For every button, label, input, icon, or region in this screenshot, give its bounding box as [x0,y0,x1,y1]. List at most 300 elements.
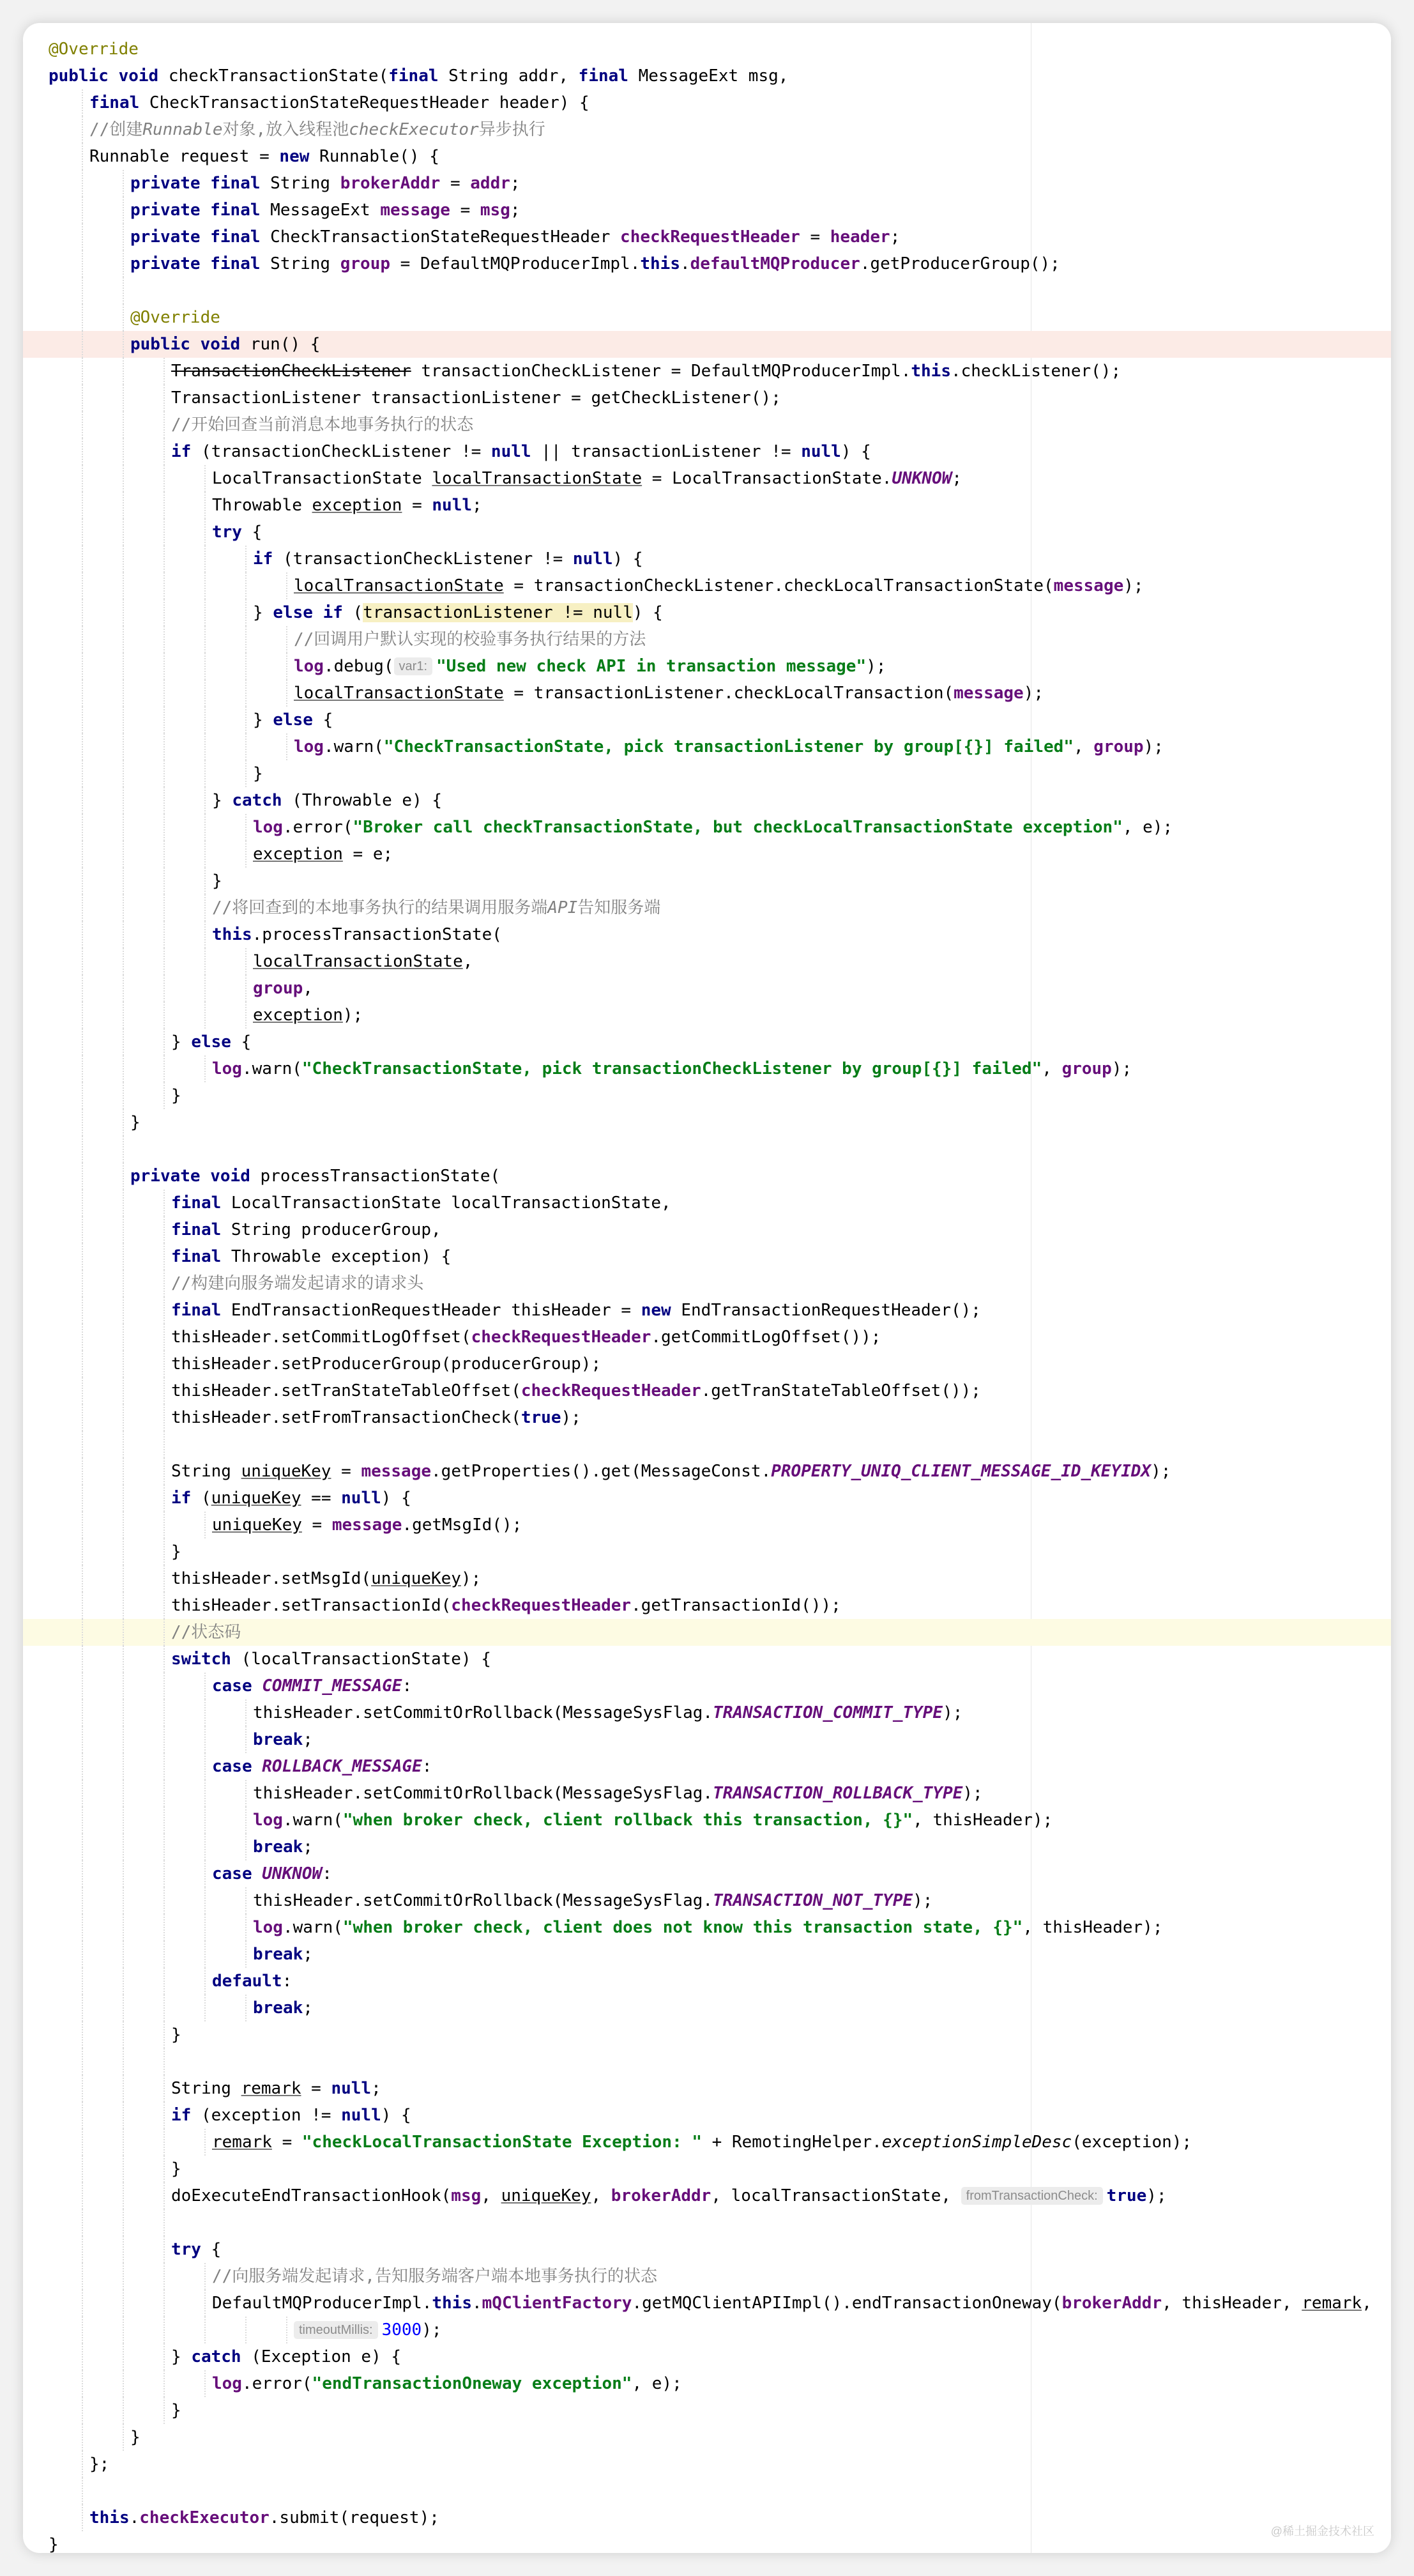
field: checkRequestHeader [521,1381,701,1400]
indent-guide [123,519,124,546]
indent-guide [245,599,247,626]
indent-guide [123,680,124,707]
code-token: .getProducerGroup(); [860,254,1060,273]
indent-guide [82,1002,83,1029]
code-token: = DefaultMQProducerImpl. [390,254,641,273]
indent-guide [204,1699,206,1726]
indent-guide [204,519,206,546]
code-line[interactable] [23,1914,1391,1941]
code-token: String producerGroup, [221,1220,441,1239]
code-line[interactable] [23,1055,1391,1082]
code-line[interactable] [23,1807,1391,1834]
code-line[interactable] [23,2451,1391,2478]
indent-guide [204,626,206,653]
code-token: .error( [241,2374,312,2393]
indent-guide [123,1512,124,1538]
indent-guide [286,733,287,760]
code-line[interactable] [23,680,1391,707]
code-line[interactable] [23,197,1391,224]
code-token: , thisHeader, [1162,2294,1302,2313]
code-line[interactable] [23,1163,1391,1190]
code-token: ) { [381,1489,411,1508]
code-line[interactable] [23,170,1391,197]
indent-guide [123,841,124,868]
code-token: .submit(request); [269,2508,439,2527]
code-line[interactable] [23,2317,1391,2343]
indent-guide [204,2290,206,2317]
indent-guide [123,975,124,1002]
indent-guide [163,1860,165,1887]
indent-guide [82,1619,83,1646]
code-line[interactable] [23,2504,1391,2531]
indent-guide [123,1565,124,1592]
indent-guide [163,1485,165,1512]
indent-guide [163,814,165,841]
indent-guide [204,653,206,680]
comment: API [547,898,578,917]
indent-guide [163,680,165,707]
code-line[interactable] [23,1136,1391,1163]
code-token: , thisHeader); [1022,1918,1163,1937]
code-line[interactable] [23,1216,1391,1243]
code-line[interactable] [23,1377,1391,1404]
code-token: ; [371,2079,381,2098]
indent-guide [82,2290,83,2317]
indent-guide [123,250,124,277]
code-line[interactable] [23,358,1391,385]
code-line[interactable] [23,2290,1391,2317]
code-token: = transactionCheckListener.checkLocalTransactionState( [503,576,1054,595]
code-line[interactable] [23,143,1391,170]
indent-guide [123,2156,124,2182]
code-line[interactable] [23,1753,1391,1780]
keyword: break [253,1837,303,1857]
indent-guide [204,465,206,492]
code-line[interactable] [23,2236,1391,2263]
code-line[interactable] [23,1351,1391,1377]
indent-guide [163,1270,165,1297]
code-token: .getProperties().get(MessageConst. [431,1462,772,1481]
code-token: . [129,2508,140,2527]
code-token: ); [422,2320,442,2340]
local-variable: uniqueKey [371,1569,461,1588]
indent-guide [123,1726,124,1753]
local-variable: uniqueKey [501,2186,591,2205]
indent-guide [123,2182,124,2209]
indent-guide [123,653,124,680]
indent-guide [163,599,165,626]
field: message [954,684,1024,703]
code-token [252,1864,262,1883]
code-token: LocalTransactionState [212,469,432,488]
field: checkRequestHeader [471,1328,651,1347]
code-token: thisHeader.setProducerGroup(producerGroup); [171,1354,602,1374]
code-line[interactable] [23,224,1391,250]
local-variable: exception [253,845,343,864]
indent-guide [204,787,206,814]
indent-guide [82,385,83,411]
comment: 异步执行 [478,120,545,139]
code-token: ); [561,1408,581,1427]
indent-guide [123,2290,124,2317]
code-line[interactable] [23,1324,1391,1351]
indent-guide [123,438,124,465]
code-line[interactable] [23,1780,1391,1807]
code-line[interactable] [23,2263,1391,2290]
code-line[interactable] [23,2048,1391,2075]
code-line[interactable] [23,385,1391,411]
code-token: } [212,871,222,891]
indent-guide [82,1887,83,1914]
code-line[interactable] [23,599,1391,626]
string-literal: "CheckTransactionState, pick transactionListener by group[{}] failed" [383,737,1074,756]
code-line[interactable] [23,2370,1391,2397]
indent-guide [163,1914,165,1941]
comment: //向服务端发起请求,告知服务端客户端本地事务执行的状态 [212,2267,657,2286]
code-token: (transactionCheckListener != [273,549,573,569]
code-token: (exception); [1072,2133,1192,2152]
indent-guide [82,2478,83,2504]
indent-guide [245,2317,247,2343]
code-token: = [271,2133,302,2152]
keyword: null [490,442,531,461]
indent-guide [163,358,165,385]
string-literal: "when broker check, client does not know this transaction state, {}" [342,1918,1023,1937]
indent-guide [123,2102,124,2129]
code-line[interactable] [23,1029,1391,1055]
code-line[interactable] [23,1968,1391,1995]
number-literal: 3000 [381,2320,422,2340]
code-token [201,254,211,273]
code-token: .debug( [323,657,394,676]
code-token [201,227,211,247]
constant: PROPERTY_UNIQ_CLIENT_MESSAGE_ID_KEYIDX [771,1462,1152,1481]
field: message [380,201,450,220]
indent-guide [82,2263,83,2290]
keyword: final [578,66,628,86]
indent-guide [82,1565,83,1592]
keyword: final [210,201,261,220]
indent-guide [163,1565,165,1592]
indent-guide [163,841,165,868]
keyword: try [212,523,242,542]
keyword: final [210,227,261,247]
indent-guide [82,894,83,921]
code-line[interactable] [23,1190,1391,1216]
indent-guide [163,1646,165,1673]
code-line[interactable] [23,438,1391,465]
code-line[interactable] [23,1673,1391,1699]
code-line[interactable] [23,1458,1391,1485]
code-line[interactable] [23,36,1391,63]
code-line[interactable] [23,89,1391,116]
code-line[interactable] [23,2021,1391,2048]
code-line[interactable] [23,2075,1391,2102]
code-line[interactable] [23,1941,1391,1968]
code-line[interactable] [23,2478,1391,2504]
code-line[interactable] [23,250,1391,277]
field: message [331,1515,402,1535]
indent-guide [245,814,247,841]
code-token: String [171,2079,241,2098]
indent-guide [82,304,83,331]
indent-guide [163,385,165,411]
indent-guide [204,1512,206,1538]
keyword: void [210,1167,250,1186]
indent-guide [163,1458,165,1485]
comment: 告知服务端 [577,898,661,917]
code-line[interactable] [23,1619,1391,1646]
code-token: thisHeader.setMsgId( [171,1569,372,1588]
code-line[interactable] [23,1887,1391,1914]
code-line[interactable] [23,760,1391,787]
code-line[interactable] [23,2209,1391,2236]
code-line[interactable] [23,626,1391,653]
indent-guide [163,1190,165,1216]
indent-guide [82,1109,83,1136]
indent-guide [204,1914,206,1941]
code-line[interactable] [23,1431,1391,1458]
field: group [340,254,391,273]
indent-guide [123,2129,124,2156]
code-line[interactable] [23,2397,1391,2424]
code-line[interactable] [23,1726,1391,1753]
keyword: null [331,2079,372,2098]
code-line[interactable] [23,894,1391,921]
code-token [190,335,201,354]
indent-guide [123,170,124,197]
indent-guide [163,1377,165,1404]
code-line[interactable] [23,116,1391,143]
indent-guide [204,1780,206,1807]
indent-guide [82,1968,83,1995]
code-token: ); [1123,576,1144,595]
code-token: String [171,1462,241,1481]
code-line[interactable] [23,1002,1391,1029]
code-line[interactable] [23,841,1391,868]
code-line[interactable] [23,411,1391,438]
code-line[interactable] [23,1082,1391,1109]
code-line[interactable] [23,1512,1391,1538]
code-token: (exception != [191,2106,342,2125]
code-token: .error( [282,818,353,837]
indent-guide [245,1726,247,1753]
code-line[interactable] [23,1699,1391,1726]
indent-guide [82,653,83,680]
code-token: = [450,201,480,220]
static-method: exceptionSimpleDesc [881,2133,1072,2152]
local-variable: exception [253,1006,343,1025]
code-token: EndTransactionRequestHeader(); [671,1301,981,1320]
indent-guide [123,1109,124,1136]
code-line[interactable] [23,277,1391,304]
code-line[interactable] [23,331,1391,358]
code-line[interactable] [23,1270,1391,1297]
indent-guide [204,1002,206,1029]
indent-guide [82,707,83,733]
code-token: = transactionListener.checkLocalTransaction( [503,684,954,703]
indent-guide [163,2156,165,2182]
keyword: if [323,603,343,622]
indent-guide [204,975,206,1002]
indent-guide [123,948,124,975]
code-line[interactable] [23,814,1391,841]
code-line[interactable] [23,1538,1391,1565]
code-token: } [171,1086,181,1105]
indent-guide [123,1216,124,1243]
indent-guide [82,2048,83,2075]
field: group [253,979,303,998]
code-token: (Throwable e) { [282,791,443,810]
indent-guide [163,572,165,599]
indent-guide [245,1941,247,1968]
local-variable: exception [312,496,402,515]
indent-guide [82,1055,83,1082]
code-editor[interactable] [23,36,1391,2553]
code-line[interactable] [23,2531,1391,2553]
indent-guide [204,1673,206,1699]
code-line[interactable] [23,1860,1391,1887]
code-line[interactable] [23,2424,1391,2451]
indent-guide [82,143,83,170]
code-line[interactable] [23,948,1391,975]
watermark: @稀土掘金技术社区 [1270,2525,1374,2538]
indent-guide [82,1243,83,1270]
keyword: new [641,1301,671,1320]
indent-guide [123,1780,124,1807]
keyword: this [640,254,680,273]
indent-guide [123,814,124,841]
code-line[interactable] [23,1109,1391,1136]
indent-guide [163,1029,165,1055]
code-token: { [312,710,333,730]
indent-guide [82,841,83,868]
code-token: TransactionListener transactionListener = getCheckListener(); [171,388,781,408]
code-line[interactable] [23,975,1391,1002]
indent-guide [245,1914,247,1941]
code-line[interactable] [23,63,1391,89]
code-line[interactable] [23,1592,1391,1619]
code-line[interactable] [23,492,1391,519]
indent-guide [163,787,165,814]
code-line[interactable] [23,1243,1391,1270]
local-variable: localTransactionState [294,684,504,703]
code-line[interactable] [23,787,1391,814]
indent-guide [163,492,165,519]
code-line[interactable] [23,1297,1391,1324]
code-line[interactable] [23,1995,1391,2021]
code-line[interactable] [23,465,1391,492]
code-line[interactable] [23,546,1391,572]
indent-guide [163,1512,165,1538]
code-line[interactable] [23,1834,1391,1860]
code-token: : [422,1757,432,1776]
code-line[interactable] [23,2156,1391,2182]
code-line[interactable] [23,921,1391,948]
indent-guide [286,680,287,707]
indent-guide [123,1377,124,1404]
code-line[interactable] [23,2343,1391,2370]
code-token: String addr, [438,66,579,86]
code-token: String [260,174,340,193]
code-line[interactable] [23,1646,1391,1673]
indent-guide [123,304,124,331]
indent-guide [286,2317,287,2343]
code-line[interactable] [23,868,1391,894]
indent-guide [82,599,83,626]
code-line[interactable] [23,2182,1391,2209]
parameter-hint: var1: [394,657,432,675]
code-line[interactable] [23,2102,1391,2129]
indent-guide [82,331,83,358]
field: msg [480,201,510,220]
keyword: this [89,2508,130,2527]
code-token: .processTransactionState( [252,925,502,944]
indent-guide [123,1190,124,1216]
code-line[interactable] [23,304,1391,331]
indent-guide [123,1699,124,1726]
indent-guide [245,1807,247,1834]
indent-guide [82,89,83,116]
local-variable: localTransactionState [294,576,504,595]
indent-guide [163,1941,165,1968]
local-variable: remark [1302,2294,1362,2313]
indent-guide [82,2370,83,2397]
code-token: .getMQClientAPIImpl().endTransactionOneway( [632,2294,1062,2313]
code-token: checkTransactionState( [158,66,389,86]
indent-guide [204,707,206,733]
code-line[interactable] [23,519,1391,546]
keyword: null [572,549,613,569]
indent-guide [163,519,165,546]
keyword: this [212,925,252,944]
keyword: null [341,2106,381,2125]
code-line[interactable] [23,707,1391,733]
code-line[interactable] [23,1404,1391,1431]
indent-guide [82,1512,83,1538]
indent-guide [163,1807,165,1834]
code-token: || transactionListener != [531,442,802,461]
indent-guide [82,814,83,841]
code-line[interactable] [23,2129,1391,2156]
code-token: { [241,523,262,542]
indent-guide [123,1968,124,1995]
code-line[interactable] [23,733,1391,760]
indent-guide [123,465,124,492]
code-token: transactionCheckListener = DefaultMQProducerImpl. [411,362,911,381]
code-token: = [301,2079,331,2098]
comment: //创建 [89,120,143,139]
indent-guide [82,2021,83,2048]
indent-guide [163,1673,165,1699]
indent-guide [123,1163,124,1190]
code-line[interactable] [23,1485,1391,1512]
indent-guide [82,1860,83,1887]
code-line[interactable] [23,1565,1391,1592]
local-variable: uniqueKey [212,1515,302,1535]
indent-guide [82,975,83,1002]
indent-guide [82,358,83,385]
indent-guide [82,1270,83,1297]
code-token: .getCommitLogOffset()); [651,1328,881,1347]
indent-guide [163,2397,165,2424]
indent-guide [123,546,124,572]
code-line[interactable] [23,653,1391,680]
indent-guide [245,572,247,599]
indent-guide [123,1995,124,2021]
indent-guide [204,948,206,975]
code-line[interactable] [23,572,1391,599]
